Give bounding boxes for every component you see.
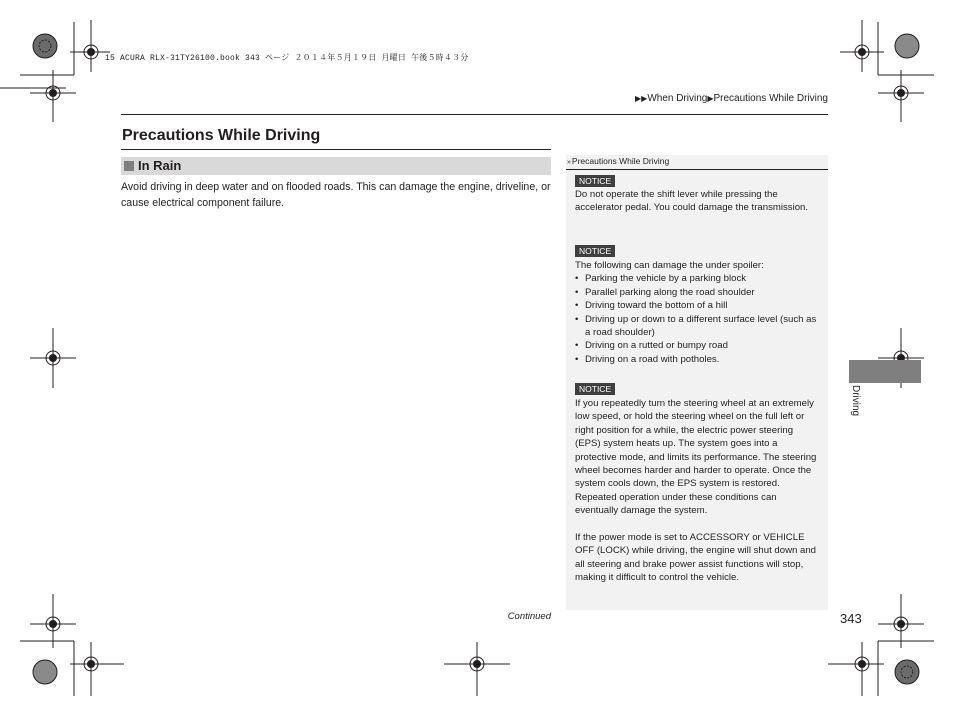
- sidebar-heading[interactable]: [566, 155, 828, 170]
- section-header: [121, 157, 551, 175]
- list-item: • Driving up or down to a different surface level (such as a road shoulder): [575, 313, 820, 340]
- chapter-tab[interactable]: [849, 360, 921, 383]
- color-target: [33, 660, 57, 684]
- breadcrumb-item[interactable]: When Driving: [647, 93, 708, 104]
- section-body: Avoid driving in deep water and on flooded roads. This can damage the engine, driveline, or cause electrical component failure.: [121, 181, 551, 209]
- section-title: In Rain: [138, 158, 182, 173]
- notice-label: NOTICE: [575, 175, 615, 187]
- color-target: [895, 660, 919, 684]
- notice-label: NOTICE: [575, 383, 615, 395]
- notice-text: The following can damage the under spoiler:: [575, 260, 764, 271]
- list-item: • Parallel parking along the road shoulder: [575, 286, 820, 299]
- double-chevron-icon: »: [567, 159, 571, 166]
- breadcrumb-arrow-icon: ▶: [707, 94, 714, 103]
- continued-label: Continued: [507, 611, 551, 622]
- list-item: • Driving on a rutted or bumpy road: [575, 339, 820, 352]
- breadcrumb-item[interactable]: Precautions While Driving: [713, 93, 828, 104]
- breadcrumb: [635, 93, 828, 104]
- notice-text: If the power mode is set to ACCESSORY or VEHICLE OFF (LOCK) while driving, the engine will shut down and all steering and brake power assist functions will stop, making it difficult to control the vehicle.: [575, 532, 817, 584]
- list-item: • Driving on a road with potholes.: [575, 353, 820, 366]
- registration-mark: [828, 642, 884, 696]
- notice-text: Do not operate the shift lever while pressing the accelerator pedal. You could damage the transmission.: [575, 189, 809, 214]
- sidebar-note: [566, 155, 828, 610]
- list-item: • Parking the vehicle by a parking block: [575, 272, 820, 285]
- notice-text: Repeated operation under these conditions can eventually damage the system.: [575, 491, 777, 517]
- sidebar-heading-text: Precautions While Driving: [571, 156, 670, 166]
- registration-mark: [70, 642, 124, 696]
- color-target: [33, 34, 57, 58]
- section-square-icon: [124, 161, 134, 171]
- notice-list: [575, 272, 820, 366]
- breadcrumb-arrow-icon: ▶▶: [635, 94, 648, 103]
- page-number: 343: [840, 611, 862, 626]
- registration-mark: [30, 70, 76, 122]
- header-rule: [121, 114, 828, 115]
- page-title: Precautions While Driving: [122, 127, 321, 144]
- notice-text: If you repeatedly turn the steering wheel at an extremely low speed, or hold the steering wheel on the full left or right position for a while, the electric power steering (EPS) system heats up. The system goes into a protective mode, and limits its performance. The steering wheel becomes harder and harder to operate. Once the system cools down, the EPS system is restored.: [575, 398, 817, 490]
- registration-mark: [878, 594, 924, 648]
- registration-mark: [878, 70, 924, 122]
- title-rule: [121, 149, 551, 150]
- registration-mark: [30, 594, 76, 648]
- registration-mark: [840, 20, 884, 72]
- notice-label: NOTICE: [575, 245, 615, 257]
- notice-list-block: [575, 259, 820, 366]
- print-info: 15 ACURA RLX-31TY26100.book 343 ページ ２０１４年５月１９日 月曜日 午後５時４３分: [105, 54, 469, 63]
- registration-mark: [70, 20, 110, 72]
- registration-mark: [444, 642, 510, 696]
- notice-block: [575, 397, 820, 585]
- list-item: • Driving toward the bottom of a hill: [575, 299, 820, 312]
- registration-mark: [30, 328, 76, 388]
- color-target: [895, 34, 919, 58]
- chapter-tab-label: [847, 385, 863, 435]
- chapter-tab-text: Driving: [850, 385, 861, 417]
